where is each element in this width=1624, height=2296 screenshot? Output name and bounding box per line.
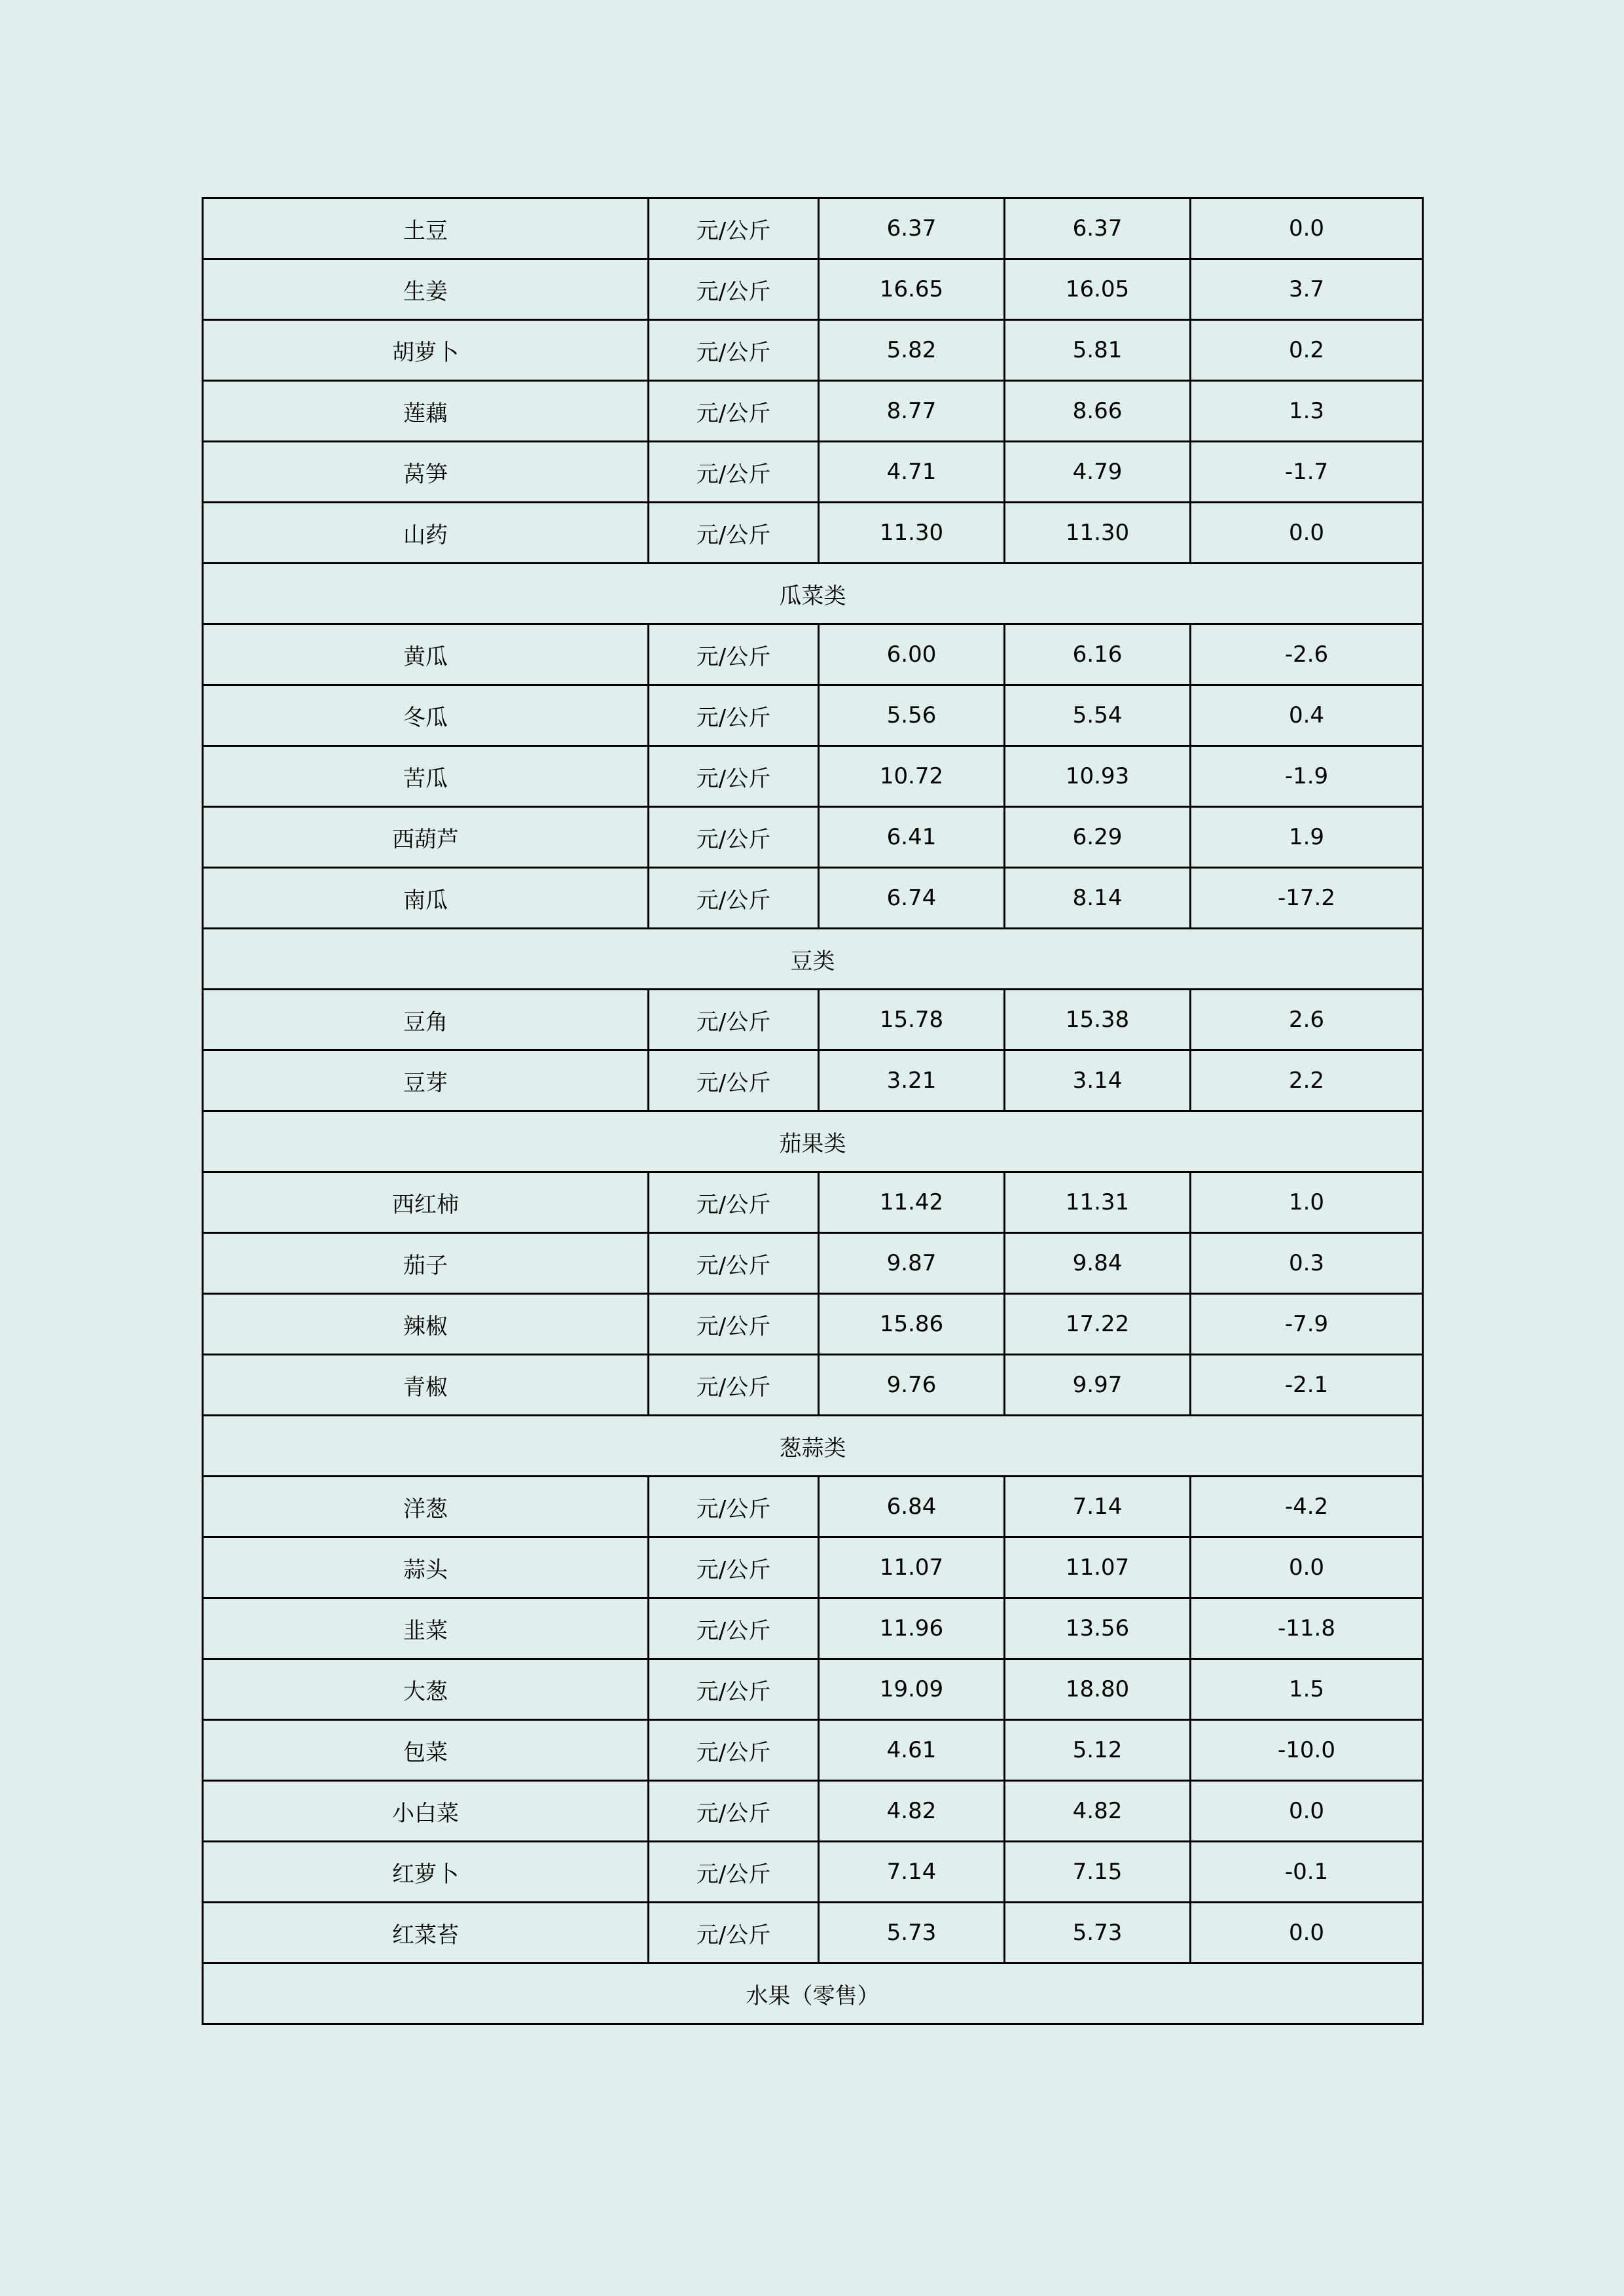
change-percent-cell: -7.9 [1191,1294,1423,1355]
table-row [203,1720,1423,1781]
item-name-cell: 山药 [203,503,649,564]
table-row [203,1477,1423,1537]
item-name-cell: 包菜 [203,1720,649,1781]
current-price-cell: 4.82 [819,1781,1005,1842]
unit-cell: 元/公斤 [649,685,819,746]
table-row [203,990,1423,1050]
item-name-cell: 西葫芦 [203,807,649,868]
previous-price-cell: 8.14 [1005,868,1191,929]
change-percent-cell: 0.0 [1191,1537,1423,1598]
previous-price-cell: 5.81 [1005,320,1191,381]
previous-price-cell: 11.30 [1005,503,1191,564]
category-label: 茄果类 [203,1111,1423,1172]
change-percent-cell: 2.2 [1191,1050,1423,1111]
item-name-cell: 豆芽 [203,1050,649,1111]
table-row [203,320,1423,381]
change-percent-cell: 3.7 [1191,259,1423,320]
current-price-cell: 6.00 [819,624,1005,685]
previous-price-cell: 4.82 [1005,1781,1191,1842]
table-row [203,868,1423,929]
previous-price-cell: 6.16 [1005,624,1191,685]
unit-cell: 元/公斤 [649,1842,819,1903]
current-price-cell: 6.37 [819,198,1005,259]
table-row [203,1781,1423,1842]
category-label: 水果（零售） [203,1964,1423,2024]
item-name-cell: 西红柿 [203,1172,649,1233]
unit-cell: 元/公斤 [649,624,819,685]
previous-price-cell: 4.79 [1005,442,1191,503]
current-price-cell: 15.86 [819,1294,1005,1355]
previous-price-cell: 5.12 [1005,1720,1191,1781]
table-row [203,746,1423,807]
change-percent-cell: 0.0 [1191,503,1423,564]
unit-cell: 元/公斤 [649,1659,819,1720]
current-price-cell: 6.41 [819,807,1005,868]
change-percent-cell: -10.0 [1191,1720,1423,1781]
unit-cell: 元/公斤 [649,868,819,929]
previous-price-cell: 7.14 [1005,1477,1191,1537]
table-row [203,1294,1423,1355]
item-name-cell: 冬瓜 [203,685,649,746]
previous-price-cell: 6.29 [1005,807,1191,868]
previous-price-cell: 9.84 [1005,1233,1191,1294]
table-row [203,1233,1423,1294]
item-name-cell: 莴笋 [203,442,649,503]
unit-cell: 元/公斤 [649,1598,819,1659]
unit-cell: 元/公斤 [649,442,819,503]
previous-price-cell: 11.31 [1005,1172,1191,1233]
current-price-cell: 16.65 [819,259,1005,320]
change-percent-cell: 1.0 [1191,1172,1423,1233]
change-percent-cell: -2.1 [1191,1355,1423,1416]
current-price-cell: 11.07 [819,1537,1005,1598]
item-name-cell: 豆角 [203,990,649,1050]
table-row [203,1050,1423,1111]
table-row [203,807,1423,868]
unit-cell: 元/公斤 [649,1355,819,1416]
current-price-cell: 5.73 [819,1903,1005,1964]
change-percent-cell: 0.3 [1191,1233,1423,1294]
item-name-cell: 青椒 [203,1355,649,1416]
table-row [203,1537,1423,1598]
unit-cell: 元/公斤 [649,198,819,259]
change-percent-cell: -1.7 [1191,442,1423,503]
item-name-cell: 小白菜 [203,1781,649,1842]
change-percent-cell: 1.3 [1191,381,1423,442]
category-row [203,929,1423,990]
unit-cell: 元/公斤 [649,1537,819,1598]
change-percent-cell: 0.4 [1191,685,1423,746]
item-name-cell: 大葱 [203,1659,649,1720]
previous-price-cell: 11.07 [1005,1537,1191,1598]
current-price-cell: 4.61 [819,1720,1005,1781]
item-name-cell: 南瓜 [203,868,649,929]
current-price-cell: 3.21 [819,1050,1005,1111]
table-row [203,1659,1423,1720]
change-percent-cell: -2.6 [1191,624,1423,685]
change-percent-cell: -11.8 [1191,1598,1423,1659]
previous-price-cell: 8.66 [1005,381,1191,442]
change-percent-cell: -4.2 [1191,1477,1423,1537]
category-row [203,1416,1423,1477]
current-price-cell: 4.71 [819,442,1005,503]
item-name-cell: 莲藕 [203,381,649,442]
item-name-cell: 红萝卜 [203,1842,649,1903]
unit-cell: 元/公斤 [649,1903,819,1964]
previous-price-cell: 5.54 [1005,685,1191,746]
previous-price-cell: 16.05 [1005,259,1191,320]
category-label: 豆类 [203,929,1423,990]
table-row [203,1598,1423,1659]
unit-cell: 元/公斤 [649,259,819,320]
table-row [203,1842,1423,1903]
table-row [203,685,1423,746]
current-price-cell: 15.78 [819,990,1005,1050]
item-name-cell: 韭菜 [203,1598,649,1659]
item-name-cell: 土豆 [203,198,649,259]
item-name-cell: 辣椒 [203,1294,649,1355]
table-row [203,624,1423,685]
change-percent-cell: 0.2 [1191,320,1423,381]
current-price-cell: 5.56 [819,685,1005,746]
current-price-cell: 11.30 [819,503,1005,564]
change-percent-cell: 2.6 [1191,990,1423,1050]
unit-cell: 元/公斤 [649,746,819,807]
current-price-cell: 9.87 [819,1233,1005,1294]
unit-cell: 元/公斤 [649,1294,819,1355]
previous-price-cell: 18.80 [1005,1659,1191,1720]
unit-cell: 元/公斤 [649,1781,819,1842]
current-price-cell: 8.77 [819,381,1005,442]
category-label: 葱蒜类 [203,1416,1423,1477]
table-row [203,1172,1423,1233]
table-row [203,381,1423,442]
price-table [202,197,1424,2025]
category-row [203,564,1423,624]
previous-price-cell: 7.15 [1005,1842,1191,1903]
current-price-cell: 9.76 [819,1355,1005,1416]
previous-price-cell: 10.93 [1005,746,1191,807]
change-percent-cell: 0.0 [1191,1781,1423,1842]
unit-cell: 元/公斤 [649,320,819,381]
unit-cell: 元/公斤 [649,990,819,1050]
previous-price-cell: 17.22 [1005,1294,1191,1355]
item-name-cell: 苦瓜 [203,746,649,807]
change-percent-cell: -1.9 [1191,746,1423,807]
table-row [203,1355,1423,1416]
category-row [203,1964,1423,2024]
category-label: 瓜菜类 [203,564,1423,624]
change-percent-cell: -0.1 [1191,1842,1423,1903]
item-name-cell: 洋葱 [203,1477,649,1537]
previous-price-cell: 9.97 [1005,1355,1191,1416]
table-row [203,1903,1423,1964]
unit-cell: 元/公斤 [649,1172,819,1233]
category-row [203,1111,1423,1172]
table-row [203,503,1423,564]
change-percent-cell: 1.9 [1191,807,1423,868]
previous-price-cell: 13.56 [1005,1598,1191,1659]
unit-cell: 元/公斤 [649,381,819,442]
item-name-cell: 黄瓜 [203,624,649,685]
current-price-cell: 6.74 [819,868,1005,929]
unit-cell: 元/公斤 [649,807,819,868]
table-row [203,442,1423,503]
item-name-cell: 茄子 [203,1233,649,1294]
change-percent-cell: -17.2 [1191,868,1423,929]
unit-cell: 元/公斤 [649,1233,819,1294]
unit-cell: 元/公斤 [649,1050,819,1111]
table-row [203,198,1423,259]
price-table-body [203,198,1423,2024]
current-price-cell: 19.09 [819,1659,1005,1720]
previous-price-cell: 6.37 [1005,198,1191,259]
unit-cell: 元/公斤 [649,503,819,564]
item-name-cell: 生姜 [203,259,649,320]
unit-cell: 元/公斤 [649,1720,819,1781]
item-name-cell: 蒜头 [203,1537,649,1598]
change-percent-cell: 1.5 [1191,1659,1423,1720]
table-row [203,259,1423,320]
previous-price-cell: 3.14 [1005,1050,1191,1111]
item-name-cell: 红菜苔 [203,1903,649,1964]
current-price-cell: 6.84 [819,1477,1005,1537]
previous-price-cell: 15.38 [1005,990,1191,1050]
current-price-cell: 10.72 [819,746,1005,807]
unit-cell: 元/公斤 [649,1477,819,1537]
current-price-cell: 11.42 [819,1172,1005,1233]
current-price-cell: 7.14 [819,1842,1005,1903]
change-percent-cell: 0.0 [1191,1903,1423,1964]
current-price-cell: 11.96 [819,1598,1005,1659]
current-price-cell: 5.82 [819,320,1005,381]
change-percent-cell: 0.0 [1191,198,1423,259]
item-name-cell: 胡萝卜 [203,320,649,381]
previous-price-cell: 5.73 [1005,1903,1191,1964]
